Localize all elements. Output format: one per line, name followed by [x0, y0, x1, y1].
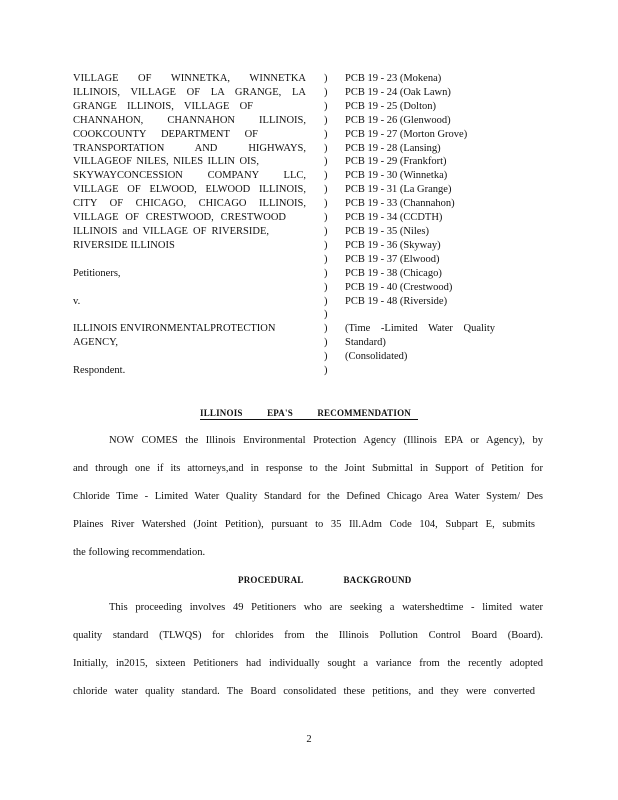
- case-number: PCB 19 - 34 (CCDTH): [345, 212, 443, 224]
- caption-paren: ): [324, 128, 328, 140]
- caption-paren: ): [324, 295, 328, 307]
- caption-paren: ): [324, 184, 328, 196]
- case-number: PCB 19 - 40 (Crestwood): [345, 281, 453, 293]
- party-line: TRANSPORTATION AND HIGHWAYS,: [73, 142, 306, 154]
- case-number: PCB 19 - 36 (Skyway): [345, 239, 441, 251]
- respondent-line: AGENCY,: [73, 337, 119, 349]
- caption-paren: ): [324, 309, 328, 321]
- standard-line: (Consolidated): [345, 351, 408, 363]
- caption-case-numbers: [345, 72, 495, 364]
- caption-paren: ): [324, 170, 328, 182]
- procedural-paragraph: [73, 594, 543, 706]
- case-number: PCB 19 - 35 (Niles): [345, 225, 429, 237]
- paragraph-line: the following recommendation.: [73, 547, 206, 558]
- party-line: CHANNAHON, CHANNAHON ILLINOIS,: [73, 114, 306, 126]
- case-number: PCB 19 - 48 (Riverside): [345, 295, 448, 307]
- caption-paren: ): [324, 267, 328, 279]
- case-number: PCB 19 - 28 (Lansing): [345, 142, 441, 154]
- case-number: PCB 19 - 23 (Mokena): [345, 73, 442, 84]
- versus-label: v.: [73, 295, 81, 307]
- case-number: PCB 19 - 24 (Oak Lawn): [345, 86, 451, 98]
- case-number: PCB 19 - 33 (Channahon): [345, 198, 455, 210]
- caption-paren: ): [324, 323, 328, 335]
- respondent-label: Respondent.: [73, 365, 126, 377]
- caption-blank: [73, 253, 306, 267]
- caption-paren: ): [324, 351, 328, 363]
- paragraph-line: quality standard (TLWQS) for chlorides from the Illinois Pollution Control Board (Board).: [73, 630, 543, 641]
- caption-paren: ): [324, 239, 328, 251]
- standard-line: (Time -Limited Water Quality: [345, 323, 495, 335]
- caption-blank: [73, 308, 306, 322]
- caption-paren: ): [324, 142, 328, 154]
- party-line: COOKCOUNTY DEPARTMENT OF: [73, 128, 258, 140]
- caption-parentheses: [324, 72, 334, 378]
- party-line: VILLAGE OF ELWOOD, ELWOOD ILLINOIS,: [73, 184, 306, 196]
- paragraph-line: chloride water quality standard. The Board consolidated these petitions, and they were converted: [73, 686, 535, 697]
- party-line: SKYWAYCONCESSION COMPANY LLC,: [73, 170, 306, 182]
- party-line: ILLINOIS and VILLAGE OF RIVERSIDE,: [73, 225, 269, 237]
- caption-paren: ): [324, 225, 328, 237]
- party-line: GRANGE ILLINOIS, VILLAGE OF: [73, 100, 253, 112]
- case-number: PCB 19 - 37 (Elwood): [345, 253, 440, 265]
- case-number: PCB 19 - 26 (Glenwood): [345, 114, 451, 126]
- party-line: ILLINOIS, VILLAGE OF LA GRANGE, LA: [73, 86, 306, 98]
- case-number: PCB 19 - 29 (Frankfort): [345, 156, 447, 168]
- recommendation-heading: ILLINOIS EPA'S RECOMMENDATION: [200, 408, 418, 420]
- caption-paren: ): [324, 281, 328, 293]
- petitioners-label: Petitioners,: [73, 267, 121, 279]
- party-line: RIVERSIDE ILLINOIS: [73, 239, 175, 251]
- caption-paren: ): [324, 73, 328, 84]
- paragraph-line: and through one if its attorneys,and in response to the Joint Submittal in Support of Petition for: [73, 463, 543, 474]
- caption-paren: ): [324, 198, 328, 210]
- caption-paren: ): [324, 337, 328, 349]
- caption-paren: ): [324, 114, 328, 126]
- caption-paren: ): [324, 86, 328, 98]
- respondent-line: ILLINOIS ENVIRONMENTALPROTECTION: [73, 323, 276, 335]
- caption-paren: ): [324, 156, 328, 168]
- standard-line: Standard): [345, 337, 386, 349]
- paragraph-line: Initially, in2015, sixteen Petitioners had individually sought a variance from the recently adopted: [73, 658, 543, 669]
- caption-paren: ): [324, 100, 328, 112]
- caption-blank: [73, 281, 306, 295]
- procedural-heading: PROCEDURAL BACKGROUND: [238, 575, 412, 585]
- caption-paren: ): [324, 365, 328, 377]
- page-number: 2: [306, 734, 312, 745]
- intro-paragraph: [73, 427, 543, 567]
- party-line: VILLAGE OF CRESTWOOD, CRESTWOOD: [73, 212, 286, 224]
- case-number: PCB 19 - 25 (Dolton): [345, 100, 437, 112]
- paragraph-line: Chloride Time - Limited Water Quality Standard for the Defined Chicago Area Water System/ Des: [73, 491, 543, 502]
- case-number: PCB 19 - 38 (Chicago): [345, 267, 442, 279]
- caption-blank: [73, 350, 306, 364]
- caption-paren: ): [324, 253, 328, 265]
- caption-parties: [73, 72, 306, 378]
- case-number: PCB 19 - 27 (Morton Grove): [345, 128, 468, 140]
- case-number: PCB 19 - 30 (Winnetka): [345, 170, 448, 182]
- paragraph-line: Plaines River Watershed (Joint Petition), pursuant to 35 Ill.Adm Code 104, Subpart E, submits: [73, 519, 535, 530]
- party-line: CITY OF CHICAGO, CHICAGO ILLINOIS,: [73, 198, 306, 210]
- paragraph-line: This proceeding involves 49 Petitioners who are seeking a watershedtime - limited water: [109, 602, 543, 613]
- caption-blank: [345, 308, 495, 322]
- paragraph-line: NOW COMES the Illinois Environmental Protection Agency (Illinois EPA or Agency), by: [109, 435, 543, 446]
- party-line: VILLAGEOF NILES, NILES ILLIN OIS,: [73, 156, 259, 168]
- caption-paren: ): [324, 212, 328, 224]
- party-line: VILLAGE OF WINNETKA, WINNETKA: [73, 73, 306, 84]
- case-number: PCB 19 - 31 (La Grange): [345, 184, 452, 196]
